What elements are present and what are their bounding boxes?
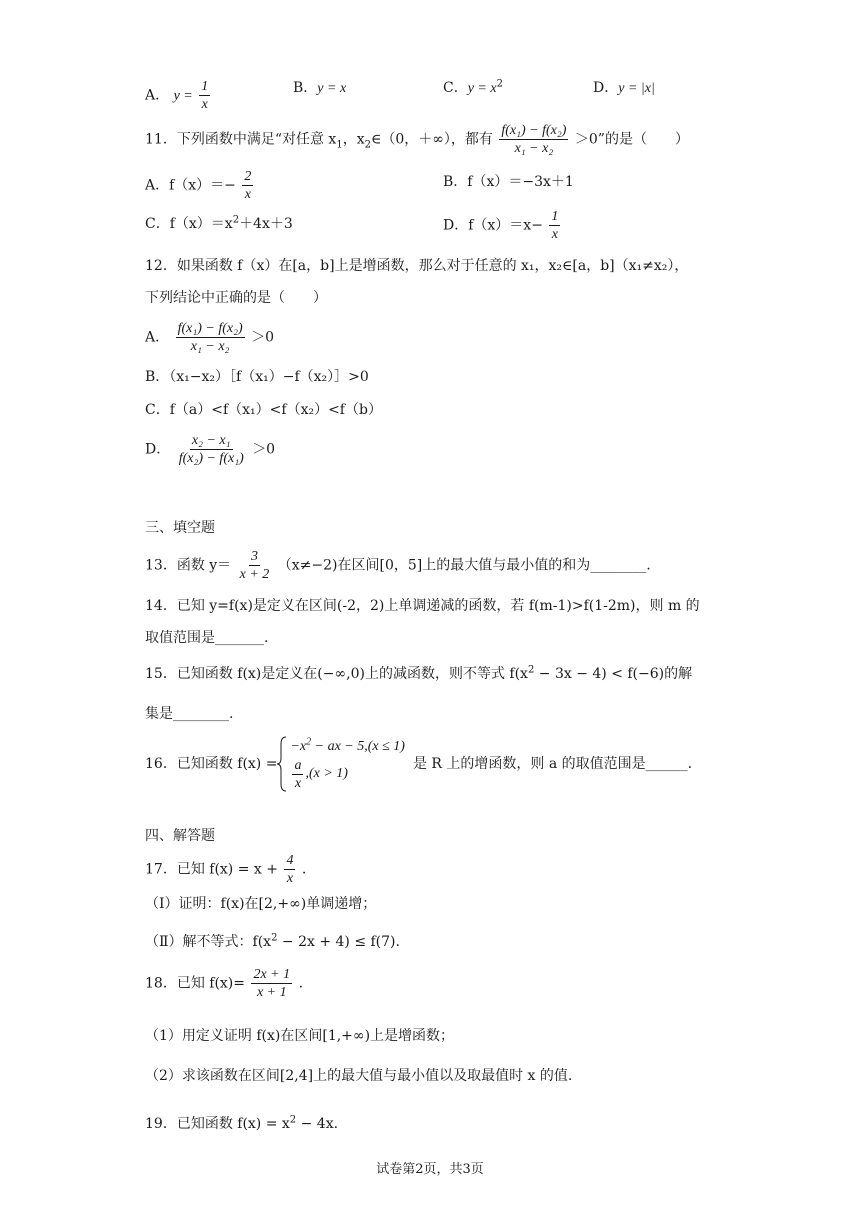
option-d-prev: D．y = |x| [593,80,655,96]
question-18: 18．已知 f(x)= $\frac{2x + 1}{x + 1}$ . [145,967,304,1000]
question-14-line1: 14．已知 y=f(x)是定义在区间(-2，2)上单调递减的函数，若 f(m-1)>f(1-2m)，则 m 的 [145,598,700,614]
piecewise-case-2: $\frac{a}{x}$ ,(x > 1) [294,757,348,791]
question-15-line2: 集是________. [145,706,234,722]
section-heading-answer: 四、解答题 [145,828,215,844]
question-11-option-c: C．$f(x)=x^2+4x+3$ [145,214,293,232]
question-12-option-d: D． $\frac{\text{x₂ − x₁}}{\text{f(x₂) − f(x₁)}}$ ＞0 [145,433,276,466]
question-17-part-2: （Ⅱ）解不等式：$f(x^2 - 2x + 4) \le f(7)$. [145,932,400,950]
question-19: 19．已知函数 $f(x) = x^2 - 4x$. [145,1114,339,1132]
section-heading-fill-in: 三、填空题 [145,520,215,536]
question-11-option-b: B．f（x）＝−3x＋1 [443,174,574,190]
piecewise-brace-icon [277,736,287,792]
option-a-prev: A． y = $\frac{1}{x}$ [145,79,209,112]
question-11-option-d: D．f（x）＝x− $\frac{1}{x}$ [443,209,559,242]
question-16: 16．已知函数 f(x) = $-x^2$ − ax − 5,(x ≤ 1) $\frac{a}{x}$ ,(x > 1) 是 R 上的增函数，则 a 的取值范围是______. [145,735,693,791]
question-18-part-2: （2）求该函数在区间[2,4]上的最大值与最小值以及取最值时 x 的值. [145,1068,573,1084]
question-12-option-b: B．（x₁−x₂）［f（x₁）−f（x₂）］>0 [145,369,369,385]
question-13: 13．函数 y＝ $\frac{3}{x + 2}$ （x≠−2)在区间[0，5]上的最大值与最小值的和为________. [145,549,651,582]
piecewise-case-1: $-x^2$ − ax − 5,(x ≤ 1) [290,735,405,754]
question-12-option-c: C．f（a）<f（x₁）<f（x₂）<f（b） [145,402,382,418]
question-18-part-1: （1）用定义证明 f(x)在区间[1,+∞)上是增函数； [145,1028,455,1044]
option-c-prev: C．$y = x^2$ [443,78,503,96]
question-14-line2: 取值范围是_______. [145,630,269,646]
question-15-line1: 15．已知函数 f(x)是定义在(−∞,0)上的减函数，则不等式 $f(x^2 - 3x - 4) < f(-6)$的解 [145,664,693,682]
question-17: 17．已知 f(x) = x + $\frac{4}{x}$ . [145,853,307,886]
question-11-option-a: A．f（x）＝− $\frac{2}{x}$ [145,169,252,202]
question-12-option-a: A． $\frac{\text{f(x₁) − f(x₂)}}{\text{x₁ − x₂}}$ ＞0 [145,321,274,354]
fraction-1-over-x: $\frac{1}{x}$ [201,79,209,112]
page-footer: 试卷第2页，共3页 [376,1162,484,1177]
option-b-prev: B．y = x [293,80,347,96]
question-12-stem-line1: 12．如果函数 f（x）在[a，b]上是增函数，那么对于任意的 x₁，x₂∈[a，b]（x₁≠x₂）， [145,258,689,274]
question-12-stem-line2: 下列结论中正确的是（ ） [145,290,327,306]
question-11-stem: 11．下列函数中满足“对任意 $x_1$，$x_2\in(0$，＋∞），都有 $\frac{\text{f(x₁) − f(x₂)}}{\text{x₁ − x₂}}$ ＞0”的是（ ） [145,123,689,156]
question-17-part-1: （Ⅰ）证明：f(x)在[2,+∞)单调递增； [145,896,377,912]
fraction-difference-quotient: $\frac{\text{f(x₁) − f(x₂)}}{\text{x₁ − x₂}}$ [501,123,567,156]
